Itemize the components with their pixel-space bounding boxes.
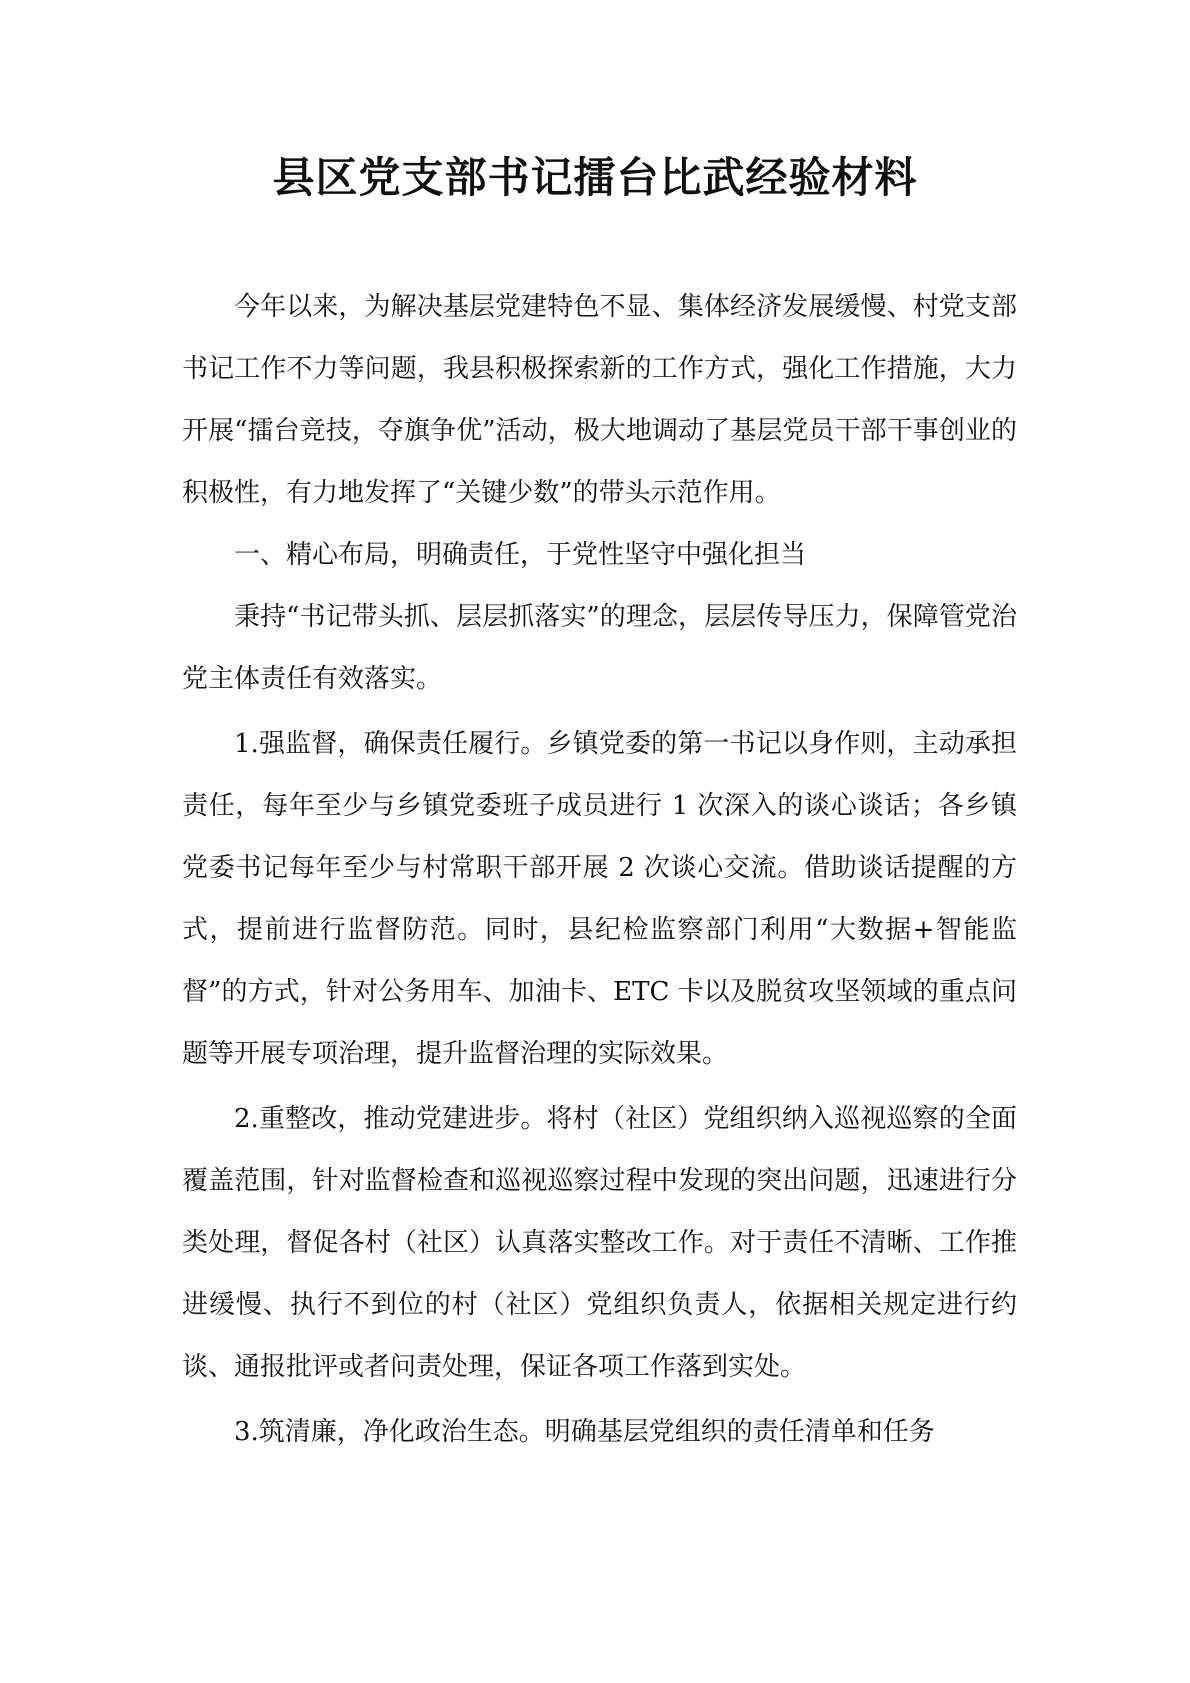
document-title: 县区党支部书记擂台比武经验材料	[272, 153, 918, 202]
section-heading-1: 一、精心布局，明确责任，于党性坚守中强化担当	[234, 540, 807, 570]
section-intro-paragraph: 秉持“书记带头抓、层层抓落实”的理念，层层传导压力，保障管党治党主体责任有效落实。	[182, 602, 1017, 694]
document-body	[182, 276, 1017, 1463]
item-1-paragraph: 1.强监督，确保责任履行。乡镇党委的第一书记以身作则，主动承担责任，每年至少与乡镇党委班子成员进行 1 次深入的谈心谈话；各乡镇党委书记每年至少与村常职干部开展 2 次谈心交流。借助谈话提醒的方式，提前进行监督防范。同时，县纪检监察部门利用“大数据+智能监督”的方式，针对公务用车、加油卡、ETC 卡以及脱贫攻坚领域的重点问题等开展专项治理，提升监督治理的实际效果。	[182, 729, 1017, 1069]
item-2-paragraph: 2.重整改，推动党建进步。将村（社区）党组织纳入巡视巡察的全面覆盖范围，针对监督检查和巡视巡察过程中发现的突出问题，迅速进行分类处理，督促各村（社区）认真落实整改工作。对于责任不清晰、工作推进缓慢、执行不到位的村（社区）党组织负责人，依据相关规定进行约谈、通报批评或者问责处理，保证各项工作落到实处。	[182, 1104, 1017, 1382]
item-3-paragraph: 3.筑清廉，净化政治生态。明确基层党组织的责任清单和任务	[234, 1417, 935, 1447]
intro-paragraph: 今年以来，为解决基层党建特色不显、集体经济发展缓慢、村党支部书记工作不力等问题，我县积极探索新的工作方式，强化工作措施，大力开展“擂台竞技，夺旗争优”活动，极大地调动了基层党员干部干事创业的积极性，有力地发挥了“关键少数”的带头示范作用。	[182, 292, 1017, 508]
